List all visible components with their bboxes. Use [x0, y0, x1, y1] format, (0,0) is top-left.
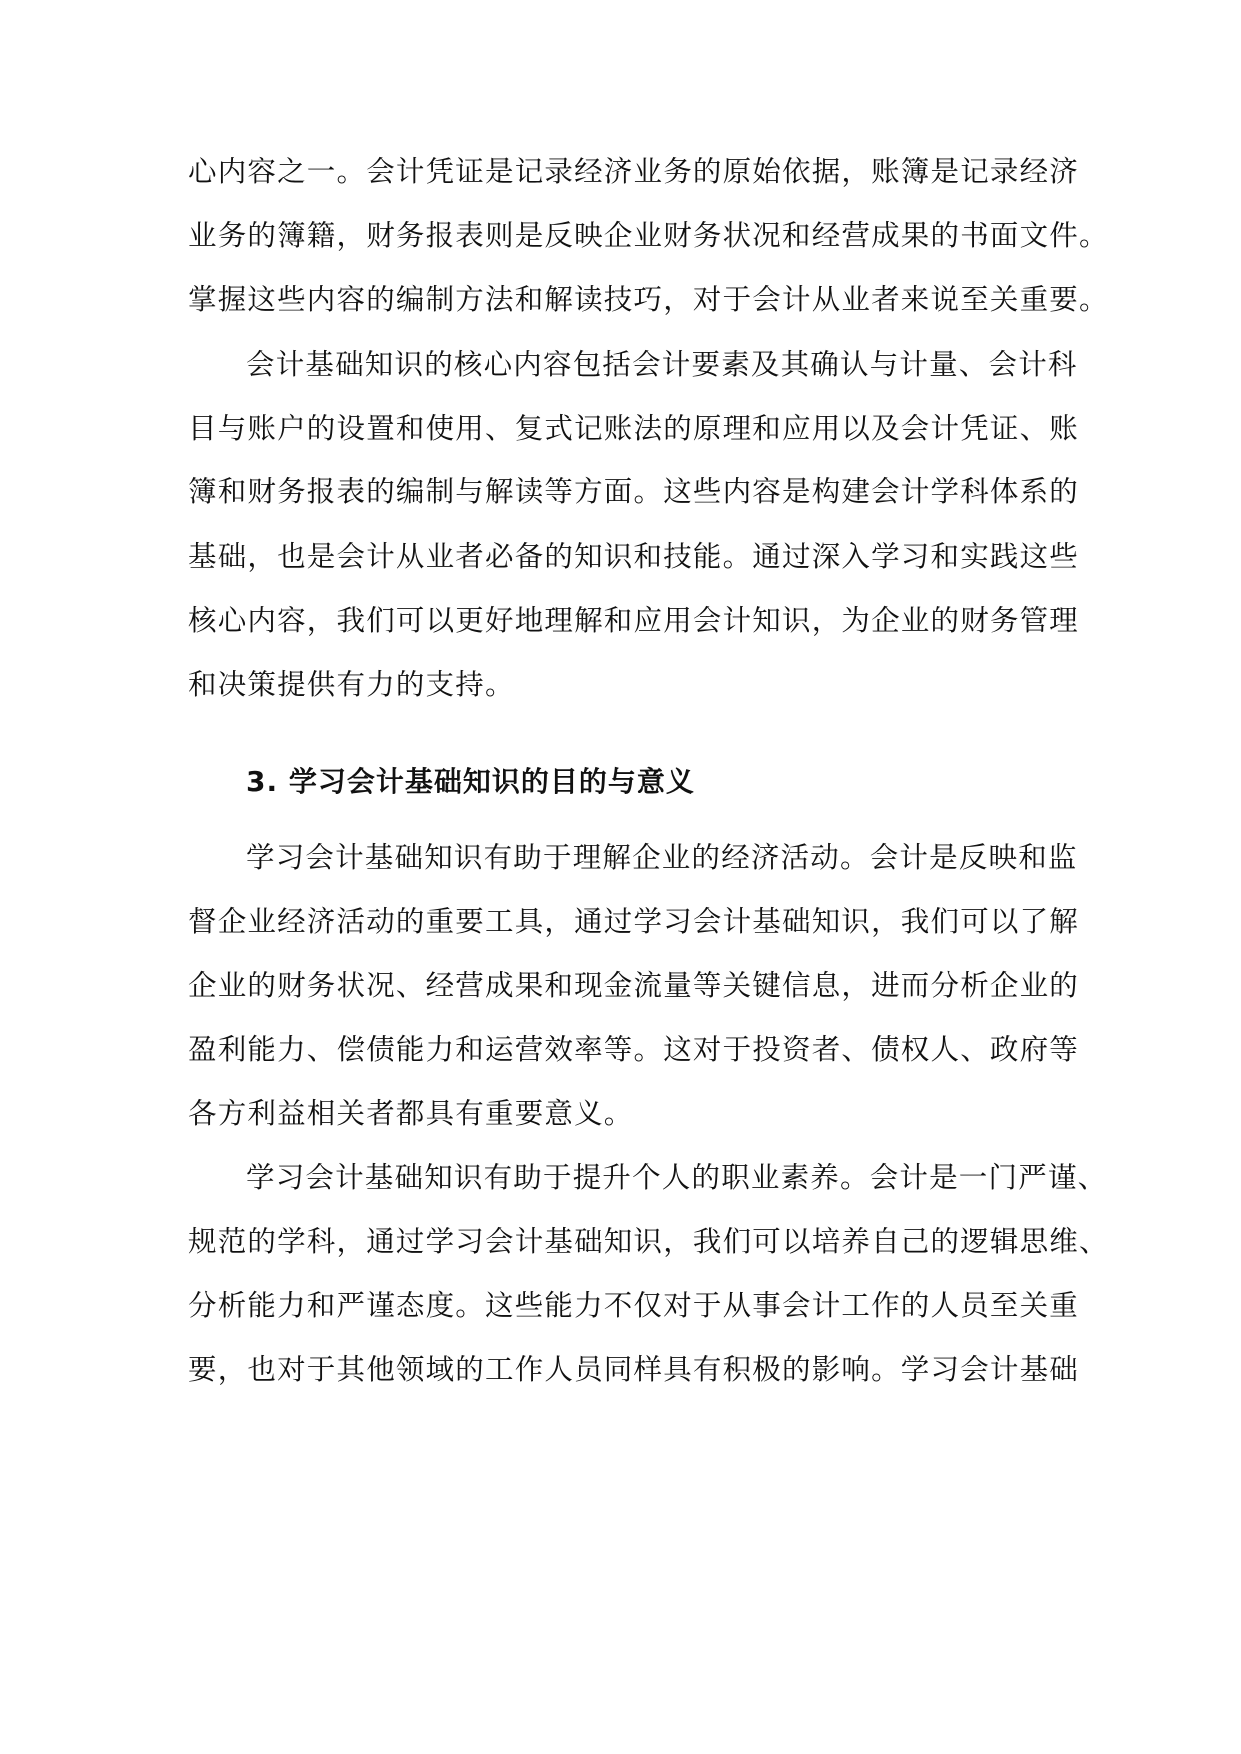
paragraph-line: 盈利能力、偿债能力和运营效率等。这对于投资者、债权人、政府等	[188, 1033, 1080, 1066]
paragraph-line: 企业的财务状况、经营成果和现金流量等关键信息，进而分析企业的	[188, 969, 1080, 1002]
paragraph-line: 掌握这些内容的编制方法和解读技巧，对于会计从业者来说至关重要。	[188, 283, 1109, 316]
paragraph-line: 规范的学科，通过学习会计基础知识，我们可以培养自己的逻辑思维、	[188, 1225, 1109, 1258]
paragraph-line: 学习会计基础知识有助于提升个人的职业素养。会计是一门严谨、	[246, 1161, 1108, 1194]
paragraph-line: 会计基础知识的核心内容包括会计要素及其确认与计量、会计科	[246, 348, 1078, 381]
paragraph-line: 督企业经济活动的重要工具，通过学习会计基础知识，我们可以了解	[188, 905, 1080, 938]
paragraph-line: 簿和财务报表的编制与解读等方面。这些内容是构建会计学科体系的	[188, 475, 1080, 508]
paragraph-line: 和决策提供有力的支持。	[188, 668, 515, 701]
paragraph-line: 基础，也是会计从业者必备的知识和技能。通过深入学习和实践这些	[188, 540, 1080, 573]
paragraph-line: 目与账户的设置和使用、复式记账法的原理和应用以及会计凭证、账	[188, 412, 1080, 445]
paragraph-line: 分析能力和严谨态度。这些能力不仅对于从事会计工作的人员至关重	[188, 1289, 1080, 1322]
paragraph-line: 学习会计基础知识有助于理解企业的经济活动。会计是反映和监	[246, 841, 1078, 874]
section-heading: 3. 学习会计基础知识的目的与意义	[246, 765, 695, 798]
paragraph-line: 业务的簿籍，财务报表则是反映企业财务状况和经营成果的书面文件。	[188, 219, 1109, 252]
paragraph-line: 要，也对于其他领域的工作人员同样具有积极的影响。学习会计基础	[188, 1353, 1080, 1386]
paragraph-line: 各方利益相关者都具有重要意义。	[188, 1097, 634, 1130]
paragraph-line: 核心内容，我们可以更好地理解和应用会计知识，为企业的财务管理	[188, 604, 1080, 637]
paragraph-line: 心内容之一。会计凭证是记录经济业务的原始依据，账簿是记录经济	[188, 155, 1080, 188]
